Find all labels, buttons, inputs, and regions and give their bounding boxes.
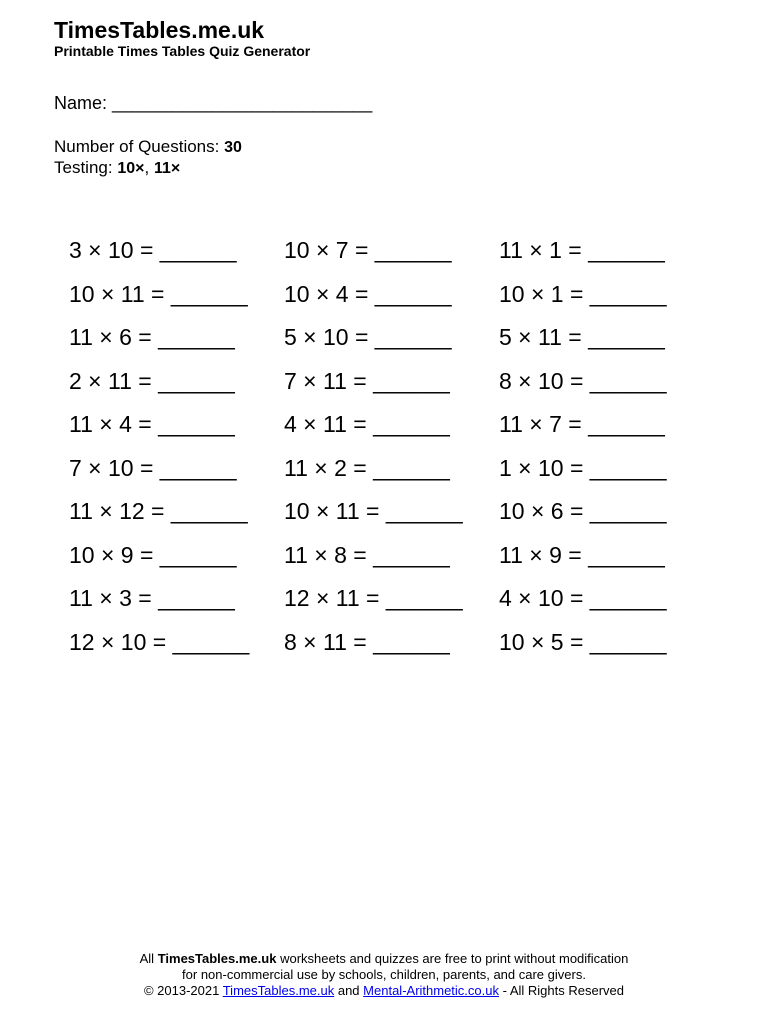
footer-free-text: worksheets and quizzes are free to print without modification [280,951,629,966]
quiz-question: 2 × 11 = ______ [69,367,235,394]
testing-value-10: 10× [117,160,145,177]
testing-line [54,157,180,180]
quiz-question: 11 × 8 = ______ [284,541,450,568]
testing-label: Testing: [54,158,113,177]
site-subtitle: Printable Times Tables Quiz Generator [54,43,311,59]
footer-line-2: for non-commercial use by schools, children, parents, and care givers. [182,967,586,982]
footer [0,951,768,999]
quiz-question: 11 × 2 = ______ [284,454,450,481]
name-blank: __________________________ [112,93,373,113]
quiz-question: 4 × 10 = ______ [499,585,667,611]
footer-rights: - All Rights Reserved [502,983,625,998]
quiz-question: 7 × 10 = ______ [69,454,237,481]
footer-line-1 [0,951,768,967]
testing-separator: , [144,158,150,177]
quiz-question: 4 × 11 = ______ [284,411,450,437]
question-count-line [54,136,242,159]
quiz-question: 10 × 4 = ______ [284,280,452,307]
quiz-column-1 [69,232,269,667]
quiz-question: 10 × 11 = ______ [69,280,248,307]
quiz-question: 10 × 11 = ______ [284,498,463,524]
quiz-question: 3 × 10 = ______ [69,237,237,263]
footer-copyright: © 2013-2021 [143,983,220,998]
quiz-question: 10 × 1 = ______ [499,280,667,307]
quiz-column-2 [284,232,484,667]
footer-all: All [139,951,155,966]
quiz-question: 12 × 11 = ______ [284,585,463,611]
site-title: TimesTables.me.uk [54,17,265,43]
quiz-question: 8 × 10 = ______ [499,367,667,394]
footer-line-3 [0,983,768,999]
quiz-question: 11 × 3 = ______ [69,585,235,611]
quiz-question: 11 × 1 = ______ [499,237,665,263]
quiz-question: 5 × 11 = ______ [499,324,665,350]
name-label: Name: [54,93,108,113]
name-field [54,91,372,115]
quiz-question: 10 × 9 = ______ [69,541,237,568]
footer-and: and [337,983,360,998]
quiz-question: 11 × 4 = ______ [69,411,235,437]
quiz-question: 11 × 9 = ______ [499,541,665,568]
footer-brand: TimesTables.me.uk [157,951,277,966]
mental-arithmetic-link[interactable]: Mental-Arithmetic.co.uk [363,983,499,998]
question-count-value: 30 [224,139,242,156]
quiz-column-3 [499,232,699,667]
quiz-question: 7 × 11 = ______ [284,367,450,394]
quiz-question: 12 × 10 = ______ [69,628,250,655]
quiz-question: 8 × 11 = ______ [284,628,450,655]
quiz-question: 10 × 6 = ______ [499,498,667,524]
quiz-question: 11 × 6 = ______ [69,324,235,350]
timestables-link[interactable]: TimesTables.me.uk [222,983,335,998]
quiz-question: 1 × 10 = ______ [499,454,667,481]
quiz-question: 10 × 7 = ______ [284,237,452,263]
quiz-question: 11 × 7 = ______ [499,411,665,437]
quiz-question: 10 × 5 = ______ [499,628,667,655]
testing-value-11: 11× [153,160,181,177]
question-count-label: Number of Questions: [54,137,220,156]
quiz-question: 11 × 12 = ______ [69,498,248,524]
quiz-question: 5 × 10 = ______ [284,324,452,350]
